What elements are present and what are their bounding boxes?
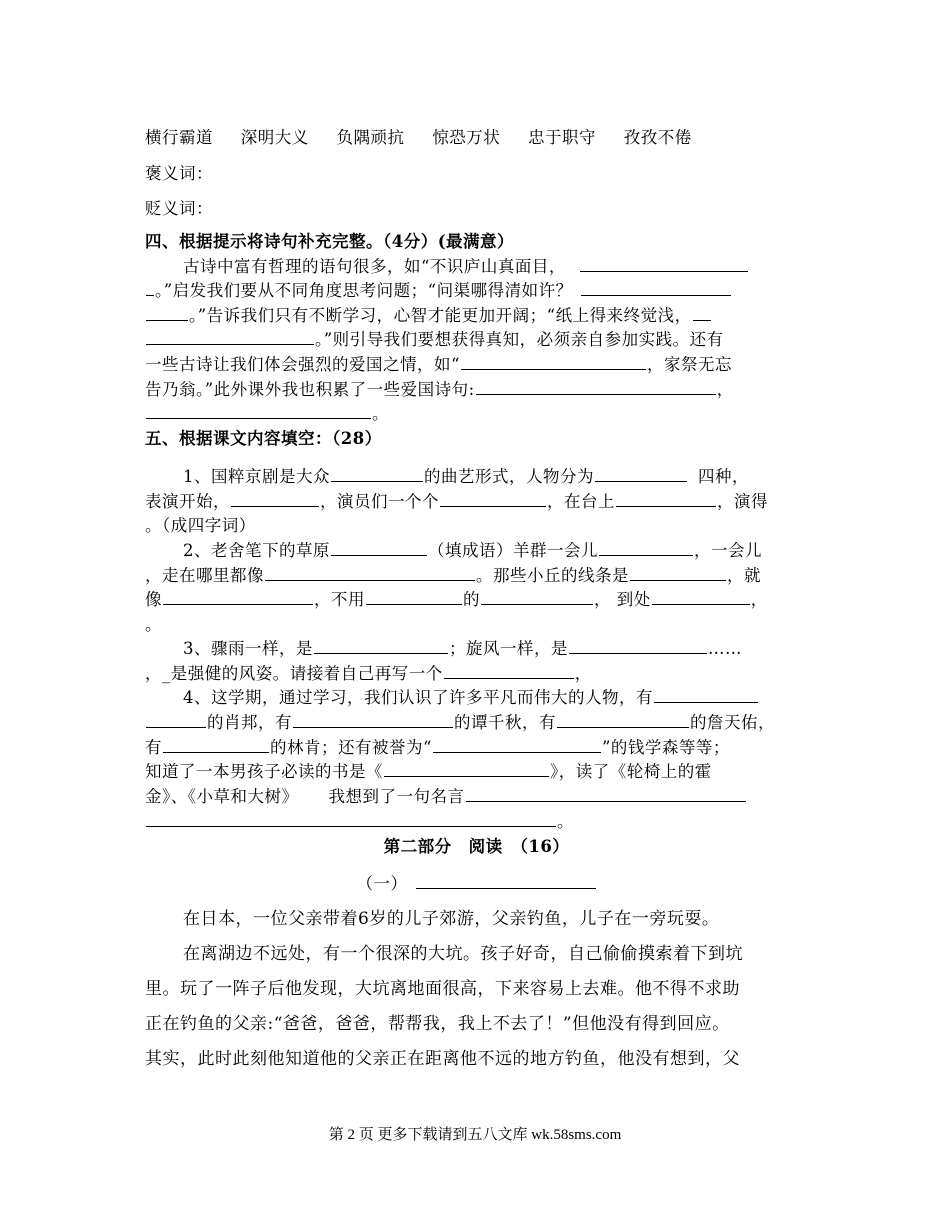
- answer-blank[interactable]: [693, 304, 711, 321]
- answer-blank[interactable]: [433, 736, 601, 753]
- answer-blank[interactable]: [146, 304, 188, 321]
- answer-blank[interactable]: [163, 588, 313, 605]
- answer-blank[interactable]: [616, 490, 716, 507]
- answer-blank[interactable]: [331, 539, 427, 556]
- passage-line: 里。玩了一阵子后他发现，大坑离地面很高，下来容易上去难。他不得不求助: [145, 979, 740, 999]
- page-footer: 第 2 页 更多下载请到五八文库 wk.58sms.com: [328, 1127, 622, 1143]
- word-item: 惊恐万状: [432, 128, 501, 147]
- answer-blank[interactable]: [481, 588, 593, 605]
- answer-blank[interactable]: [163, 736, 269, 753]
- part2-heading: 第二部分 阅读 （16）: [383, 837, 570, 856]
- answer-blank[interactable]: [581, 279, 731, 296]
- answer-blank[interactable]: [331, 465, 423, 482]
- answer-blank[interactable]: [461, 353, 646, 370]
- poem-line: 。”启发我们要从不同角度思考问题；“问渠哪得清如许？: [145, 279, 808, 303]
- word-list: [145, 126, 808, 150]
- answer-blank[interactable]: [146, 328, 314, 345]
- answer-blank[interactable]: [652, 588, 750, 605]
- answer-blank[interactable]: [366, 588, 462, 605]
- question-line: 4、这学期，通过学习，我们认识了许多平凡而伟大的人物，有: [145, 686, 808, 710]
- answer-blank[interactable]: [569, 637, 707, 654]
- word-item: 负隅顽抗: [336, 128, 405, 147]
- word-item: 忠于职守: [528, 128, 596, 147]
- answer-blank[interactable]: [314, 637, 448, 654]
- passage-title-line: （一）: [145, 872, 808, 896]
- passage-line: 其实，此时此刻他知道他的父亲正在距离他不远的地方钓鱼，他没有想到，父: [145, 1049, 740, 1069]
- passage-title-blank[interactable]: [416, 872, 596, 889]
- question-line: 像 ，不用 的 ， 到处 ，: [145, 590, 768, 609]
- word-item: 孜孜不倦: [623, 128, 692, 147]
- answer-blank[interactable]: [440, 490, 546, 507]
- question-line: 的肖邦，有 的谭千秋，有 的詹天佑，: [145, 711, 808, 735]
- answer-blank[interactable]: [146, 810, 556, 827]
- question-line: 。: [145, 615, 162, 634]
- answer-blank[interactable]: [595, 465, 687, 482]
- answer-blank[interactable]: [476, 378, 716, 395]
- answer-blank[interactable]: [466, 785, 746, 802]
- answer-blank[interactable]: [293, 711, 453, 728]
- answer-blank[interactable]: [654, 686, 758, 703]
- word-item: 深明大义: [240, 128, 309, 147]
- question-line: 表演开始， ，演员们一个个 ，在台上 ，演得: [145, 492, 768, 511]
- question-line: 有 的林肯；还有被誉为“ ”的钱学森等等；: [145, 738, 730, 757]
- poem-line: 。”告诉我们只有不断学习，心智才能更加开阔；“纸上得来终觉浅，: [145, 304, 808, 328]
- section5-heading: 五、根据课文内容填空：（28）: [145, 429, 382, 448]
- derogatory-label: 贬义词：: [145, 199, 213, 218]
- answer-blank[interactable]: [384, 760, 549, 777]
- answer-blank[interactable]: [444, 662, 574, 679]
- poem-line: 告乃翁。”此外课外我也积累了一些爱国诗句: ，: [145, 380, 734, 399]
- passage-line: 正在钓鱼的父亲:“爸爸，爸爸，帮帮我，我上不去了！”但他没有得到回应。: [145, 1014, 730, 1034]
- answer-blank[interactable]: [146, 279, 154, 296]
- question-line: 。（成四字词）: [145, 516, 256, 535]
- answer-blank[interactable]: [599, 539, 693, 556]
- question-line: 金》、《小草和大树》 我想到了一句名言: [145, 785, 808, 809]
- question-line: 知道了一本男孩子必读的书是《 》，读了《轮椅上的霍: [145, 762, 712, 781]
- poem-line: 。: [145, 402, 808, 426]
- answer-blank[interactable]: [630, 564, 726, 581]
- question-line: 。: [145, 810, 808, 834]
- question-line: 2、老舍笔下的草原 （填成语）羊群一会儿 ，一会儿: [183, 541, 762, 560]
- answer-blank[interactable]: [265, 564, 475, 581]
- answer-blank[interactable]: [580, 255, 748, 272]
- answer-blank[interactable]: [146, 711, 206, 728]
- answer-blank[interactable]: [231, 490, 319, 507]
- commendatory-label: 褒义词：: [145, 164, 213, 183]
- question-line: 3、骤雨一样，是 ；旋风一样，是 ……: [183, 639, 742, 658]
- question-line: 1、国粹京剧是大众 的曲艺形式，人物分为 四种，: [183, 467, 749, 486]
- passage-paragraph: 在离湖边不远处，有一个很深的大坑。孩子好奇，自己偷偷摸索着下到坑: [183, 944, 743, 964]
- poem-line: 。”则引导我们要想获得真知，必须亲自参加实践。还有: [145, 328, 808, 352]
- answer-blank[interactable]: [146, 402, 371, 419]
- passage-paragraph: 在日本，一位父亲带着6岁的儿子郊游，父亲钓鱼，儿子在一旁玩耍。: [183, 909, 720, 929]
- answer-blank[interactable]: [557, 711, 689, 728]
- poem-line: 一些古诗让我们体会强烈的爱国之情，如“ ，家祭无忘: [145, 355, 732, 374]
- poem-line: 古诗中富有哲理的语句很多，如“不识庐山真面目，: [145, 255, 808, 279]
- section4-heading: 四、根据提示将诗句补充完整。（4分）(最满意）: [145, 232, 515, 251]
- question-line: ，_是强健的风姿。请接着自己再写一个 ，: [145, 664, 592, 683]
- word-item: 横行霸道: [145, 128, 213, 147]
- question-line: ，走在哪里都像 。那些小丘的线条是 ，就: [145, 566, 761, 585]
